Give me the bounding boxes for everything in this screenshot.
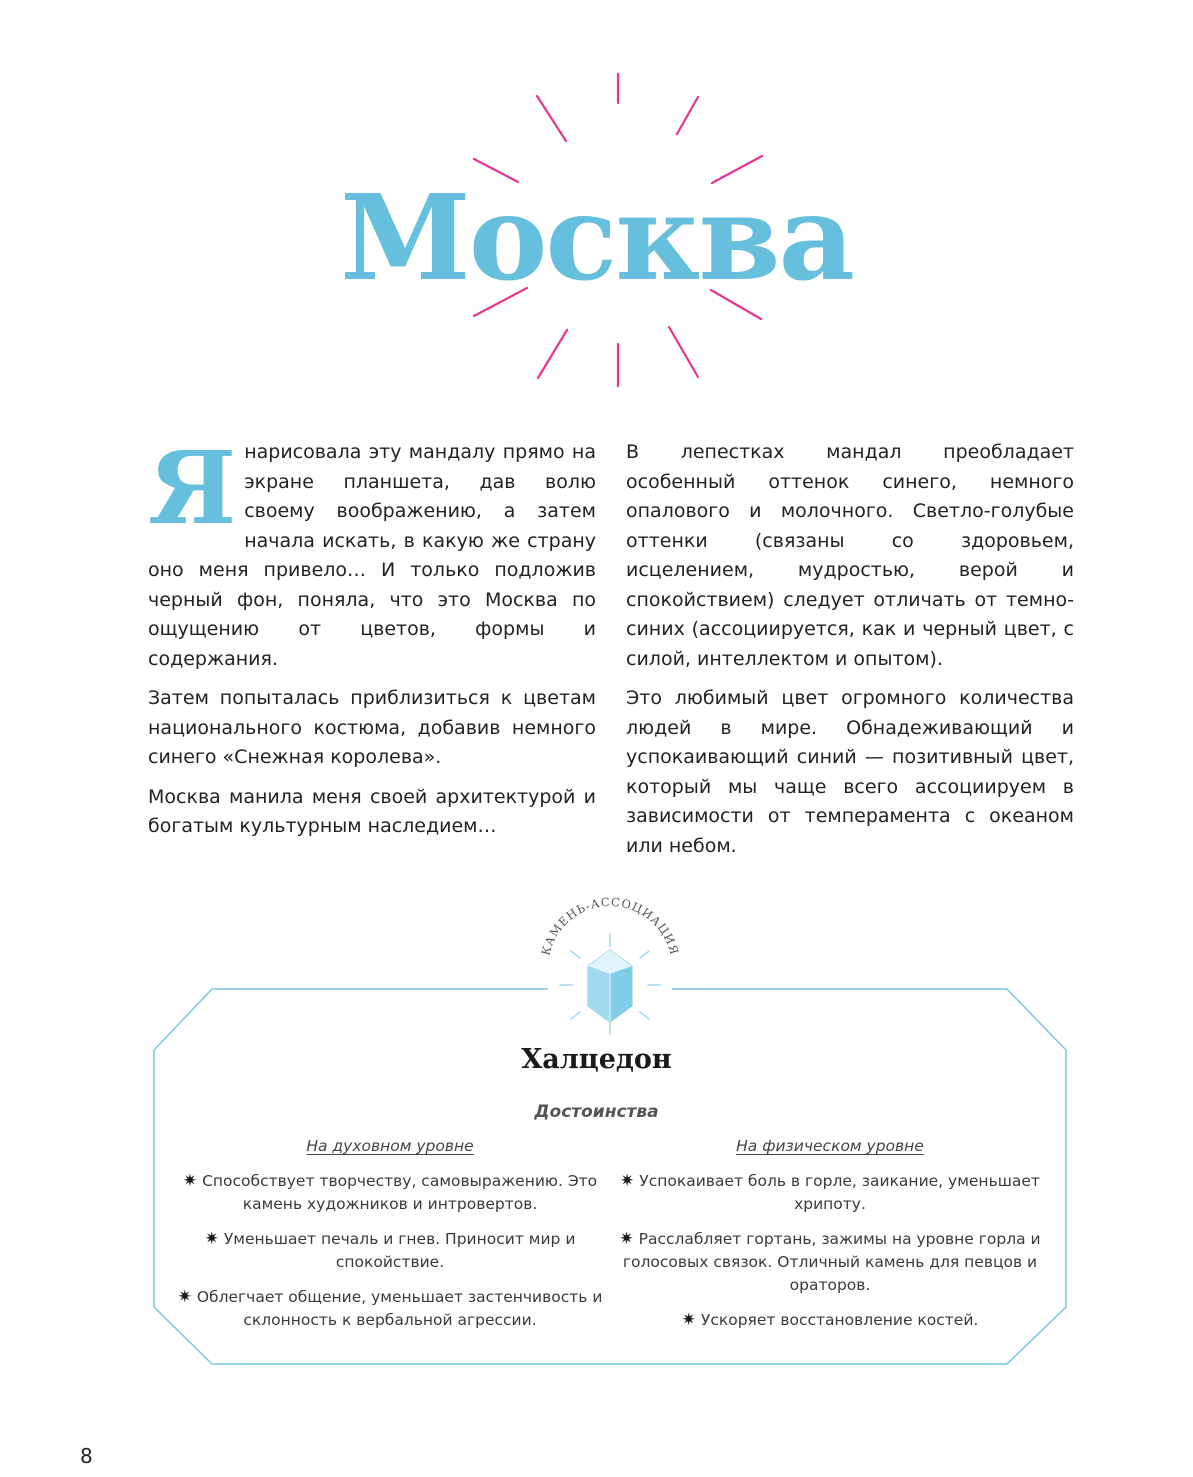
stone-name: Халцедон xyxy=(521,1044,672,1075)
sparkle-bullet-icon: ✷ xyxy=(204,1229,219,1249)
drop-cap: Я xyxy=(148,429,237,547)
physical-heading: На физическом уровне xyxy=(736,1137,924,1155)
list-item: ✷ Ускоряет восстановление костей. xyxy=(681,1310,979,1330)
spiritual-list xyxy=(170,1170,610,1344)
intro-paragraph-5: Это любимый цвет огромного количества людей в мире. Обнадеживающий и успокаивающий синий — позитивный цвет, который мы чаще всего ассоциируем в зависимости от темперамента с океаном или небом. xyxy=(626,687,1074,857)
crystal-icon xyxy=(560,934,660,1034)
sparkle-bullet-icon: ✷ xyxy=(619,1229,634,1249)
sparkle-bullet-icon: ✷ xyxy=(182,1171,198,1191)
sparkle-bullet-icon: ✷ xyxy=(681,1310,696,1330)
list-item: ✷ Уменьшает печаль и гнев. Приносит мир и спокойствие. xyxy=(204,1229,576,1271)
intro-paragraph-3: Москва манила меня своей архитектурой и богатым культурным наследием… xyxy=(148,785,596,837)
sparkle-bullet-icon: ✷ xyxy=(620,1171,635,1191)
page-title: Москва xyxy=(340,168,853,307)
physical-list xyxy=(610,1170,1050,1344)
intro-paragraph-2: Затем попыталась приблизиться к цветам национального костюма, добавив немного синего «Снежная королева». xyxy=(148,687,596,768)
sparkle-bullet-icon: ✷ xyxy=(177,1287,192,1307)
list-item: ✷ Расслабляет гортань, зажимы на уровне горла и голосовых связок. Отличный камень для певцов и ораторов. xyxy=(619,1229,1041,1294)
intro-paragraph-4: В лепестках мандал преобладает особенный оттенок синего, немного опалового и молочного. Светло-голубые оттенки (связаны со здоровьем, исцелением, мудростью, верой и спокойствием) следует отличать от темно-синих (ассоциируется, как и черный цвет, с силой, интеллектом и опытом). xyxy=(626,441,1074,670)
list-item: ✷ Облегчает общение, уменьшает застенчивость и склонность к вербальной агрессии. xyxy=(177,1287,603,1329)
intro-paragraph-1: Янарисовала эту мандалу прямо на экране планшета, дав волю своему воображению, а затем начала искать, в какую же страну оно меня привело… И только подложив черный фон, поняла, что это Москва по ощущению от цветов, формы и содержания. xyxy=(148,429,596,670)
merits-heading: Достоинства xyxy=(534,1102,659,1122)
spiritual-heading: На духовном уровне xyxy=(306,1137,474,1155)
list-item: ✷ Способствует творчеству, самовыражению. Это камень художников и интровертов. xyxy=(182,1171,598,1213)
list-item: ✷ Успокаивает боль в горле, заикание, уменьшает хрипоту. xyxy=(620,1171,1040,1213)
page-number: 8 xyxy=(80,1444,93,1468)
badge-text: КАМЕНЬ-АССОЦИАЦИЯ xyxy=(538,894,682,957)
